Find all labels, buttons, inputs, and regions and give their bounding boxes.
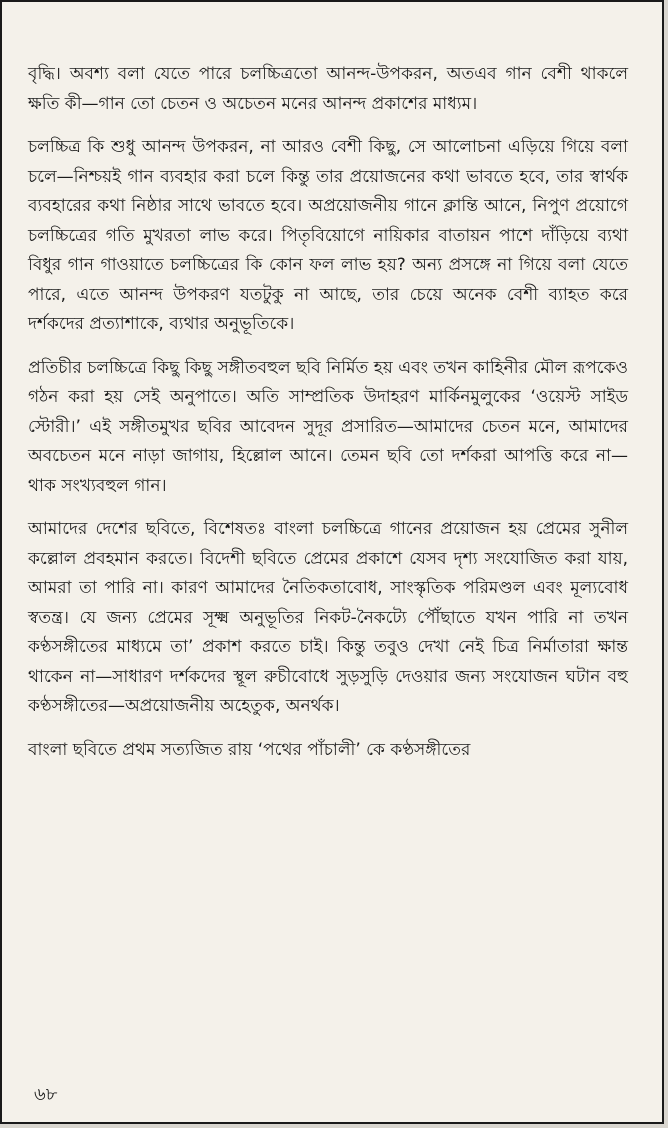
paragraph-4: আমাদের দেশের ছবিতে, বিশেষতঃ বাংলা চলচ্চিত্রে গানের প্রয়োজন হয় প্রেমের সুনীল কল্লোল প্রবহমান করতে। বিদেশী ছবিতে প্রেমের প্রকাশে যেসব দৃশ্য সংযোজিত করা যায়, আমরা তা পারি না। কারণ আমাদের নৈতিকতাবোধ, সাংস্কৃতিক পরিমণ্ডল এবং মূল্যবোধ স্বতন্ত্র। যে জন্য প্রেমের সূক্ষ্ম অনুভূতির নিকট-নৈকট্যে পৌঁছাতে যখন পারি না তখন কণ্ঠসঙ্গীতের মাধ্যমে তা’ প্রকাশ করতে চাই। কিন্তু তবুও দেখা নেই চিত্র নির্মাতারা ক্ষান্ত থাকেন না—সাধারণ দর্শকদের স্থূল রুচীবোধে সুড়সুড়ি দেওয়ার জন্য সংযোজন ঘটান বহু কণ্ঠসঙ্গীতের—অপ্রয়োজনীয় অহেতুক, অনর্থক। [28, 519, 628, 716]
body-text [28, 60, 628, 779]
paragraph-2: চলচ্চিত্র কি শুধু আনন্দ উপকরন, না আরও বেশী কিছু, সে আলোচনা এড়িয়ে গিয়ে বলা চলে—নিশ্চয়ই গান ব্যবহার করা চলে কিন্তু তার প্রয়োজনের কথা ভাবতে হবে, তার স্বার্থক ব্যবহারের কথা নিষ্ঠার সাথে ভাবতে হবে। অপ্রয়োজনীয় গানে ক্লান্তি আনে, নিপুণ প্রয়োগে চলচ্চিত্রের গতি মুখরতা লাভ করে। পিতৃবিয়োগে নায়িকার বাতায়ন পাশে দাঁড়িয়ে ব্যথা বিধুর গান গাওয়াতে চলচ্চিত্রের কি কোন ফল লাভ হয়? অন্য প্রসঙ্গে না গিয়ে বলা যেতে পারে, এতে আনন্দ উপকরণ যতটুকু না আছে, তার চেয়ে অনেক বেশী ব্যাহত করে দর্শকদের প্রত্যাশাকে, ব্যথার অনুভূতিকে। [28, 137, 628, 334]
page-number: ৬৮ [34, 1084, 58, 1105]
paragraph-3: প্রতিচীর চলচ্চিত্রে কিছু কিছু সঙ্গীতবহুল ছবি নির্মিত হয় এবং তখন কাহিনীর মৌল রূপকেও গঠন করা হয় সেই অনুপাতে। অতি সাম্প্রতিক উদাহরণ মার্কিনমুলুকের ‘ওয়েস্ট সাইড স্টোরী।’ এই সঙ্গীতমুখর ছবির আবেদন সুদূর প্রসারিত—আমাদের চেতন মনে, আমাদের অবচেতন মনে নাড়া জাগায়, হিল্লোল আনে। তেমন ছবি তো দর্শকরা আপত্তি করে না—থাক সংখ্যবহুল গান। [28, 357, 628, 496]
paragraph-1: বৃদ্ধি। অবশ্য বলা যেতে পারে চলচ্চিত্রতো আনন্দ-উপকরন, অতএব গান বেশী থাকলে ক্ষতি কী—গান তো চেতন ও অচেতন মনের আনন্দ প্রকাশের মাধ্যম। [28, 64, 628, 114]
paragraph-5: বাংলা ছবিতে প্রথম সত্যজিত রায় ‘পথের পাঁচালী’ কে কণ্ঠসঙ্গীতের [28, 739, 471, 760]
